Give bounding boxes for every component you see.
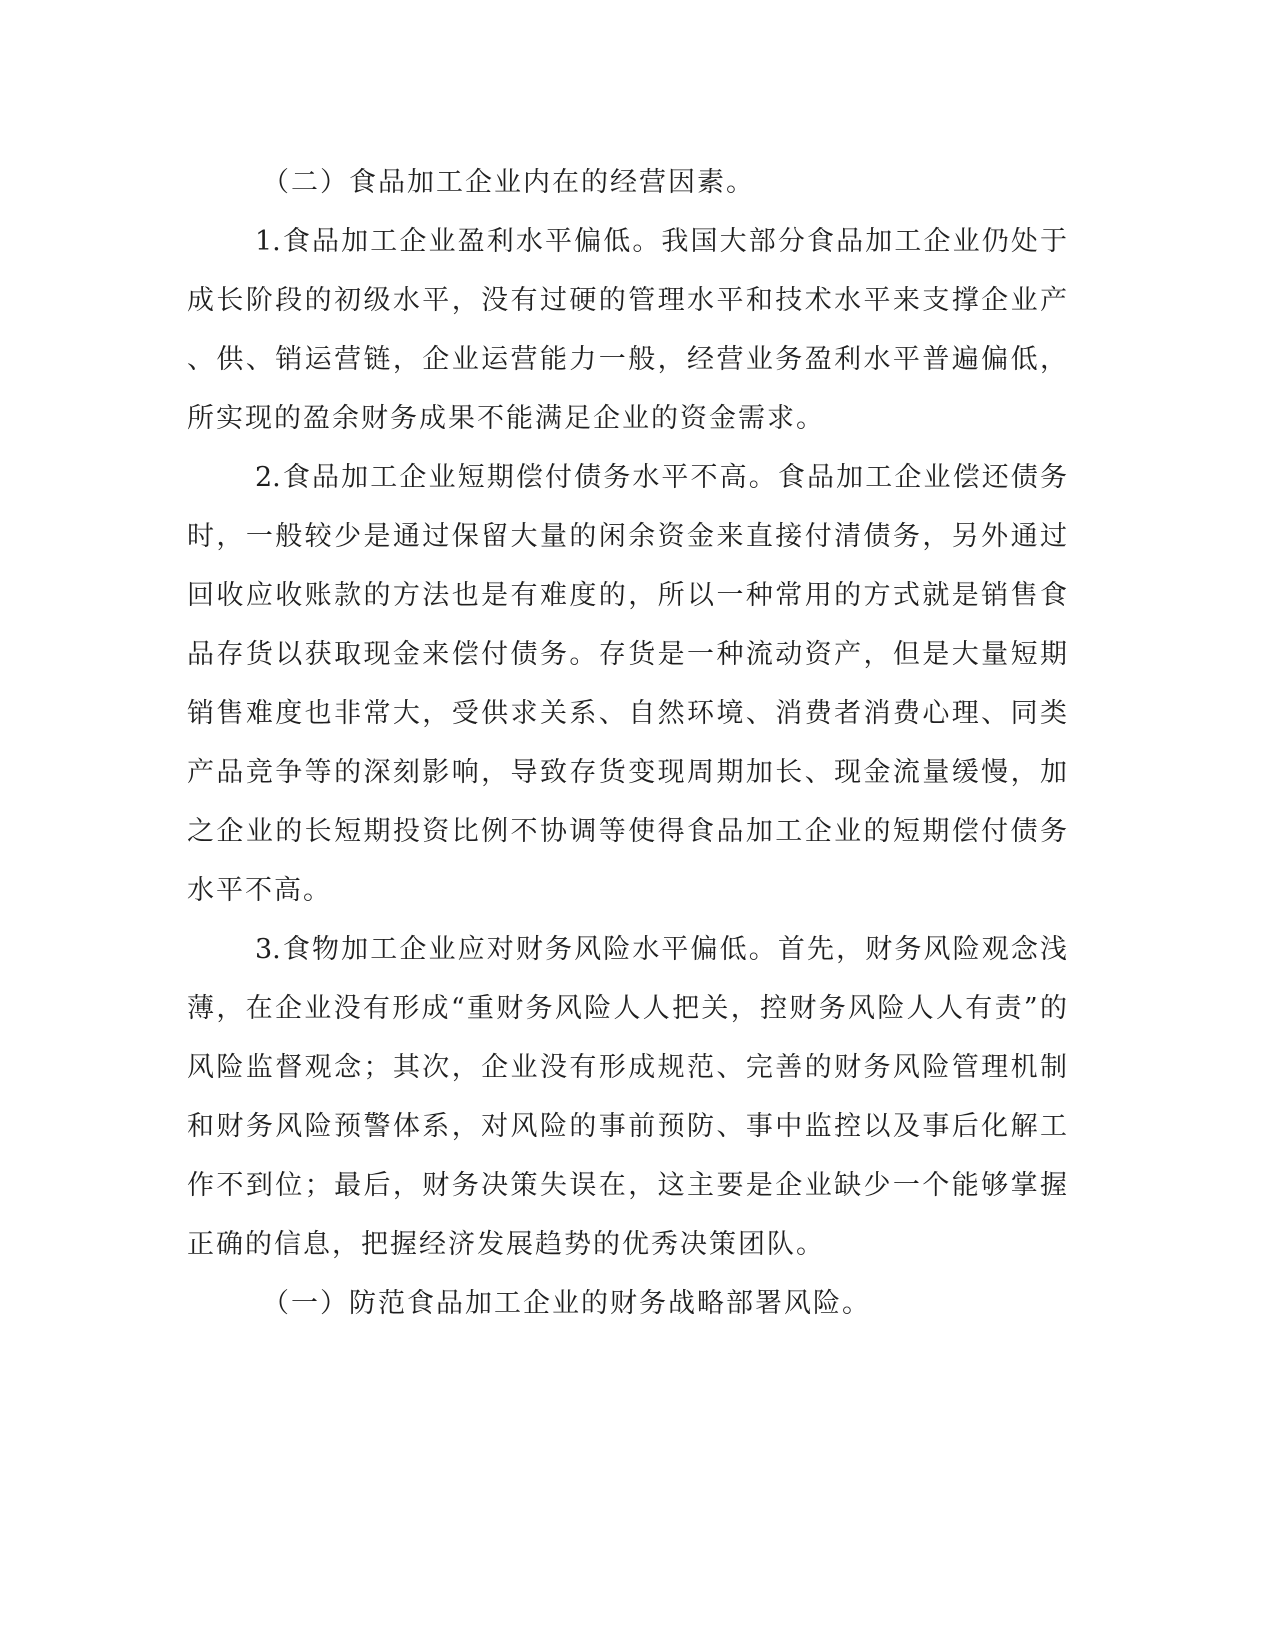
- paragraph-1-line-3: 、供、销运营链，企业运营能力一般，经营业务盈利水平普遍偏低，: [187, 344, 1067, 375]
- paragraph-3-line-3: 风险监督观念；其次，企业没有形成规范、完善的财务风险管理机制: [187, 1052, 1067, 1083]
- paragraph-2-line-5: 销售难度也非常大，受供求关系、自然环境、消费者消费心理、同类: [187, 698, 1067, 729]
- paragraph-2-line-3: 回收应收账款的方法也是有难度的，所以一种常用的方式就是销售食: [187, 580, 1067, 611]
- paragraph-3-line-2: 薄，在企业没有形成“重财务风险人人把关，控财务风险人人有责”的: [187, 993, 1067, 1024]
- paragraph-3-line-4: 和财务风险预警体系，对风险的事前预防、事中监控以及事后化解工: [187, 1111, 1067, 1142]
- paragraph-3-line-5: 作不到位；最后，财务决策失误在，这主要是企业缺少一个能够掌握: [187, 1170, 1067, 1201]
- paragraph-2-line-8: 水平不高。: [187, 875, 332, 906]
- paragraph-2-line-4: 品存货以获取现金来偿付债务。存货是一种流动资产，但是大量短期: [187, 639, 1067, 670]
- section-heading: （二）食品加工企业内在的经营因素。: [262, 167, 755, 198]
- paragraph-3-line-1: 3.食物加工企业应对财务风险水平偏低。首先，财务风险观念浅: [255, 934, 1067, 965]
- paragraph-2-line-1: 2.食品加工企业短期偿付债务水平不高。食品加工企业偿还债务: [255, 462, 1067, 493]
- paragraph-2-line-2: 时，一般较少是通过保留大量的闲余资金来直接付清债务，另外通过: [187, 521, 1067, 552]
- paragraph-2-line-6: 产品竞争等的深刻影响，导致存货变现周期加长、现金流量缓慢，加: [187, 757, 1067, 788]
- paragraph-1-line-4: 所实现的盈余财务成果不能满足企业的资金需求。: [187, 403, 825, 434]
- paragraph-1-line-1: 1.食品加工企业盈利水平偏低。我国大部分食品加工企业仍处于: [255, 226, 1067, 257]
- section-heading: （一）防范食品加工企业的财务战略部署风险。: [262, 1288, 871, 1319]
- paragraph-2-line-7: 之企业的长短期投资比例不协调等使得食品加工企业的短期偿付债务: [187, 816, 1067, 847]
- paragraph-1-line-2: 成长阶段的初级水平，没有过硬的管理水平和技术水平来支撑企业产: [187, 285, 1067, 316]
- paragraph-3-line-6: 正确的信息，把握经济发展趋势的优秀决策团队。: [187, 1229, 825, 1260]
